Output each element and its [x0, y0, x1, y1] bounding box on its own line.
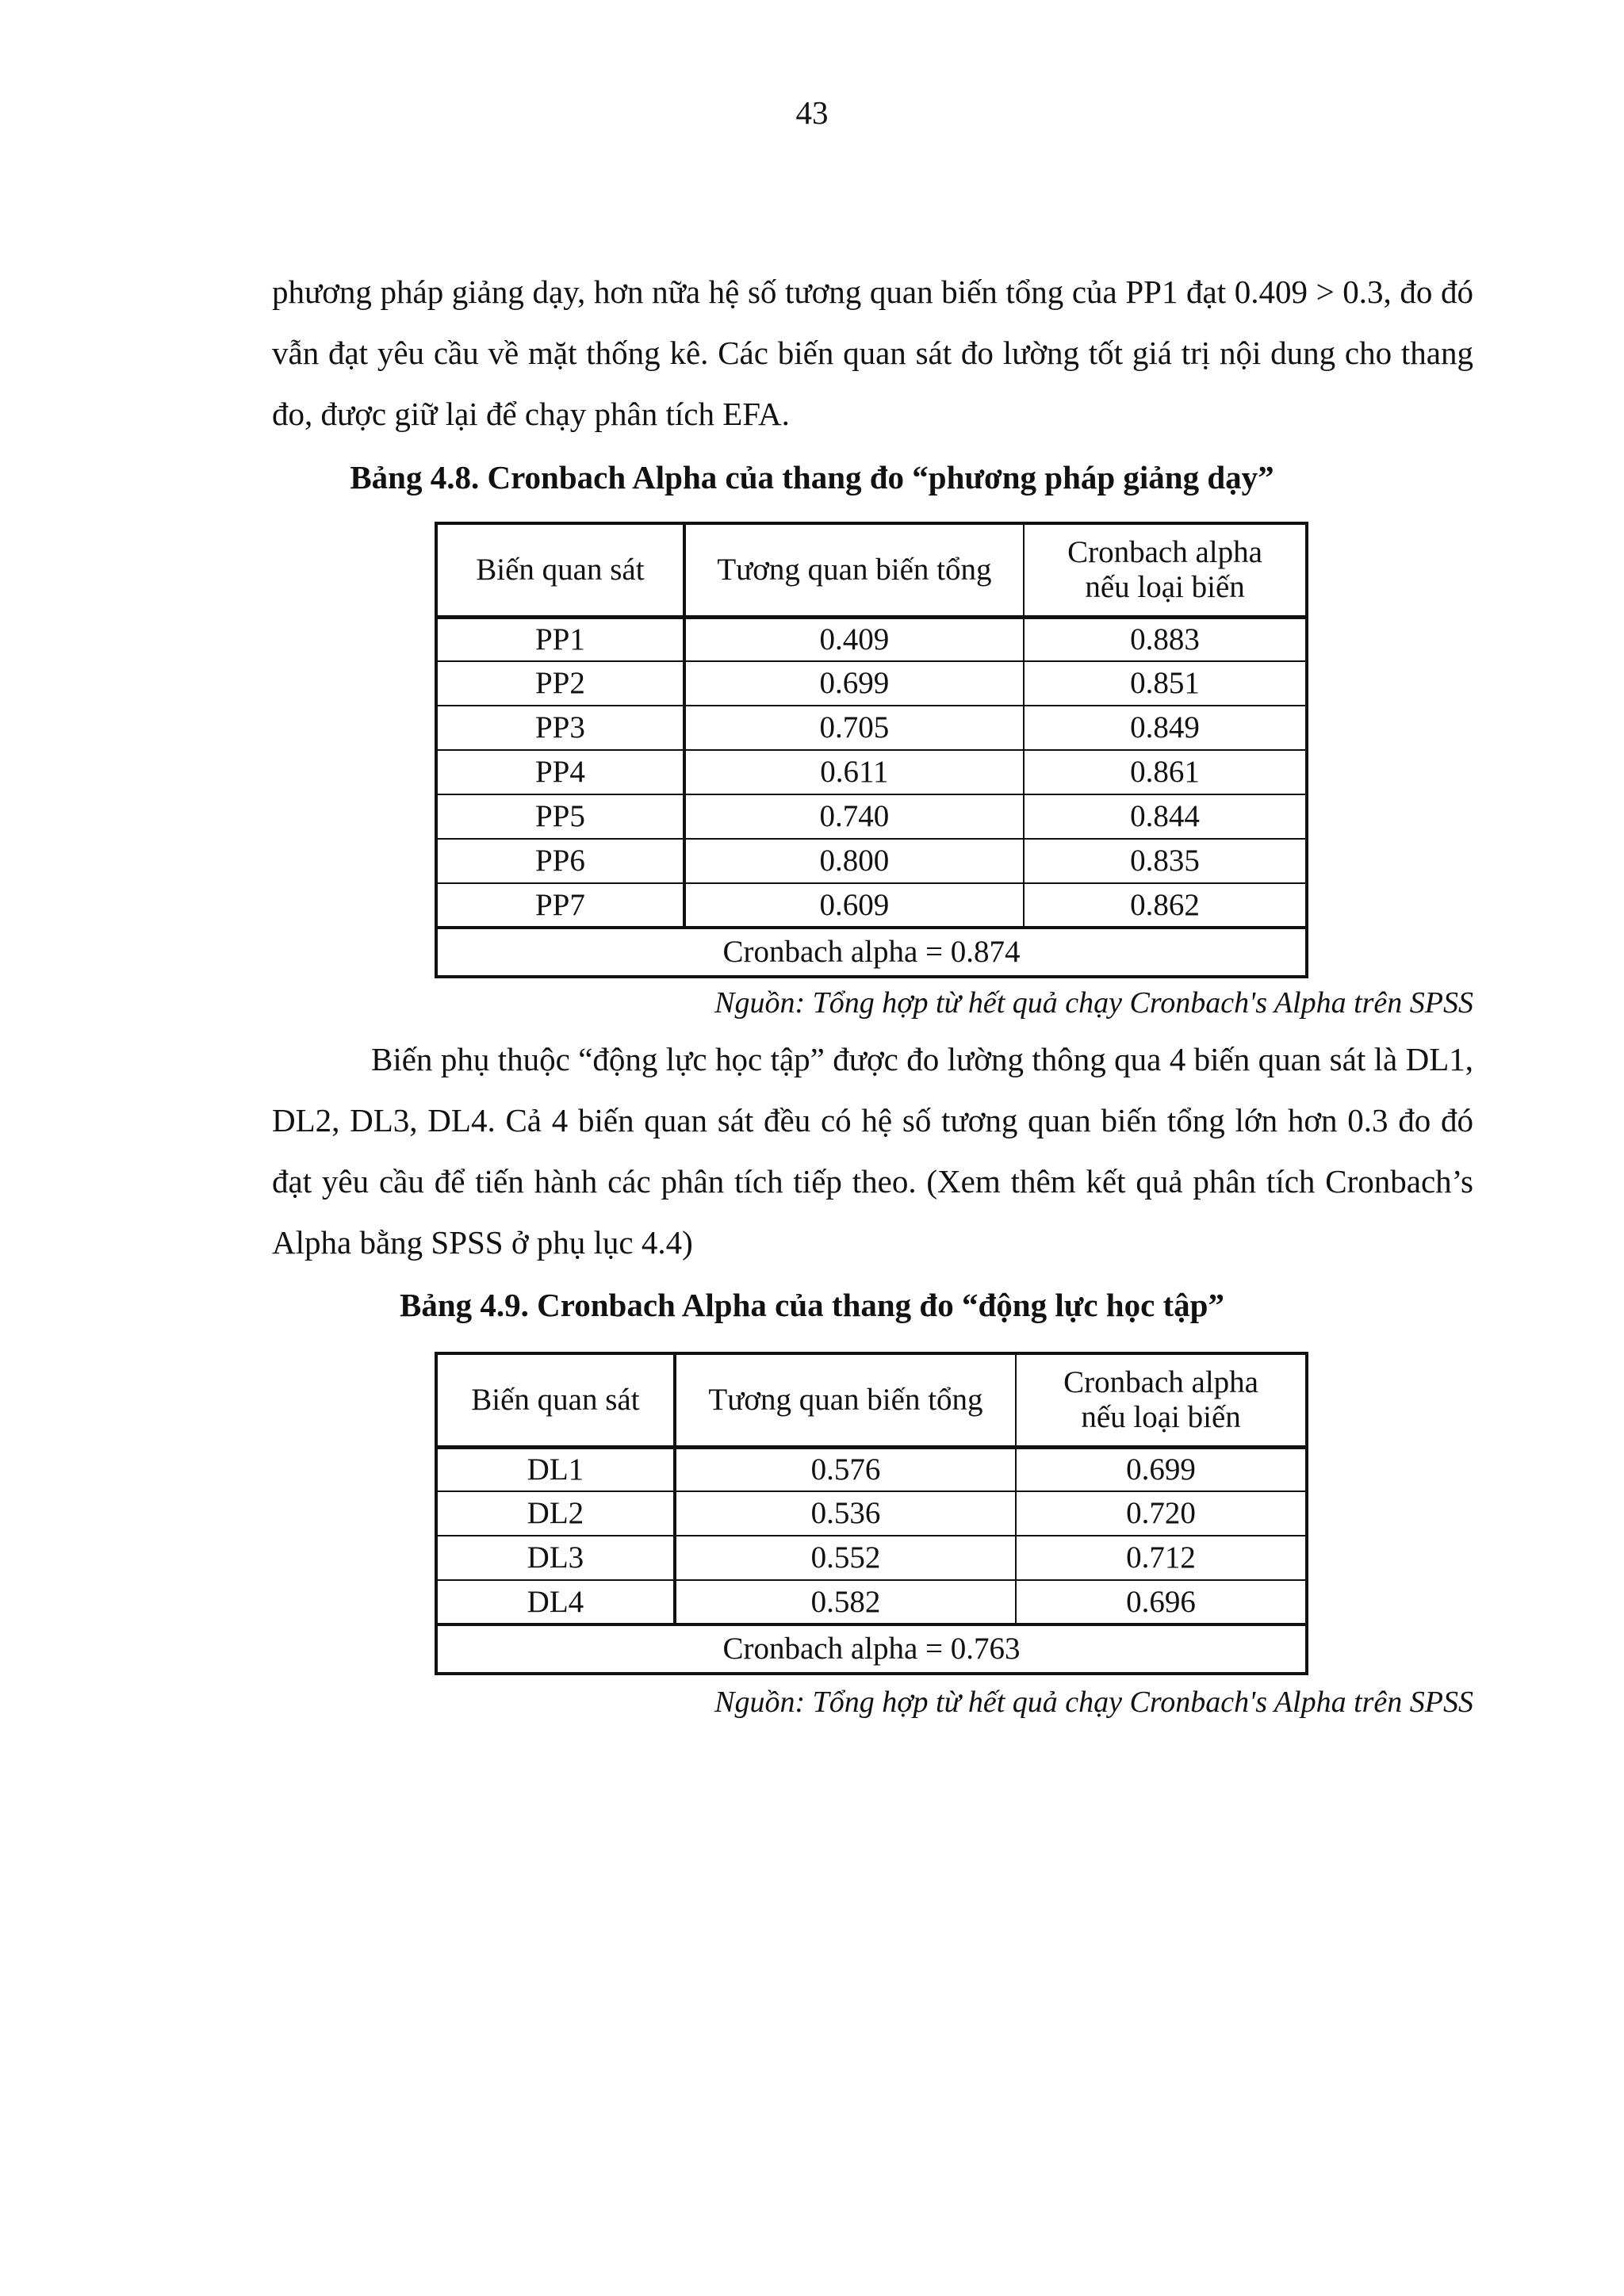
table1-cell-alpha: 0.883 [1024, 617, 1307, 661]
table2-total-row [436, 1624, 1307, 1674]
table2-header-alpha [1016, 1353, 1307, 1447]
table1-total: Cronbach alpha = 0.874 [436, 928, 1307, 977]
table1-cell-alpha: 0.835 [1024, 839, 1307, 883]
table1-cell-alpha: 0.851 [1024, 661, 1307, 706]
table1-cell-correlation: 0.409 [684, 617, 1024, 661]
table2-header-correlation: Tương quan biến tổng [675, 1353, 1016, 1447]
table-row [436, 750, 1307, 794]
table2-cell-correlation: 0.576 [675, 1447, 1016, 1491]
paragraph-dependent-variable: Biến phụ thuộc “động lực học tập” được đo lường thông qua 4 biến quan sát là DL1, DL2, DL3, DL4. Cả 4 biến quan sát đều có hệ số tương quan biến tổng lớn hơn 0.3 đo đó đạt yêu cầu để tiến hành các phân tích tiếp theo. (Xem thêm kết quả phân tích Cronbach’s Alpha bằng SPSS ở phụ lục 4.4) [272, 1041, 1473, 1261]
table1-cell-variable: PP3 [436, 706, 684, 750]
table1-cell-variable: PP2 [436, 661, 684, 706]
table-row [436, 883, 1307, 928]
table2-cell-variable: DL1 [436, 1447, 675, 1491]
table1-cell-correlation: 0.705 [684, 706, 1024, 750]
table2-cell-alpha: 0.696 [1016, 1580, 1307, 1624]
table1-cell-variable: PP1 [436, 617, 684, 661]
table1-cell-alpha: 0.861 [1024, 750, 1307, 794]
table2-cell-variable: DL4 [436, 1580, 675, 1624]
table2-cell-correlation: 0.552 [675, 1536, 1016, 1580]
table1-cell-alpha: 0.849 [1024, 706, 1307, 750]
table2-cell-alpha: 0.699 [1016, 1447, 1307, 1491]
page-number: 43 [795, 94, 829, 131]
table-row [436, 617, 1307, 661]
table1-cell-correlation: 0.800 [684, 839, 1024, 883]
table1-cell-alpha: 0.844 [1024, 794, 1307, 839]
table2-cell-variable: DL2 [436, 1491, 675, 1536]
table1-cell-variable: PP6 [436, 839, 684, 883]
table1-cell-variable: PP7 [436, 883, 684, 928]
table2-header-variable: Biến quan sát [436, 1353, 675, 1447]
table2-cell-variable: DL3 [436, 1536, 675, 1580]
table1-cell-correlation: 0.740 [684, 794, 1024, 839]
table1-cell-variable: PP5 [436, 794, 684, 839]
table-row [436, 661, 1307, 706]
table2-cell-alpha: 0.712 [1016, 1536, 1307, 1580]
table1-caption: Bảng 4.8. Cronbach Alpha của thang đo “phương pháp giảng dạy” [350, 459, 1274, 496]
table2 [435, 1352, 1308, 1675]
table1-source: Nguồn: Tổng hợp từ hết quả chạy Cronbach's Alpha trên SPSS [714, 986, 1473, 1020]
table-row [436, 1447, 1307, 1491]
paragraph-intro: phương pháp giảng dạy, hơn nữa hệ số tương quan biến tổng của PP1 đạt 0.409 > 0.3, đo đó vẫn đạt yêu cầu về mặt thống kê. Các biến quan sát đo lường tốt giá trị nội dung cho thang đo, được giữ lại để chạy phân tích EFA. [272, 274, 1473, 432]
table1-header-alpha [1024, 523, 1307, 617]
table1-cell-correlation: 0.609 [684, 883, 1024, 928]
table-row [436, 706, 1307, 750]
table1-total-row [436, 928, 1307, 977]
table1-header-correlation: Tương quan biến tổng [684, 523, 1024, 617]
table2-total: Cronbach alpha = 0.763 [436, 1624, 1307, 1674]
table-row [436, 794, 1307, 839]
table1 [435, 522, 1308, 978]
table2-cell-alpha: 0.720 [1016, 1491, 1307, 1536]
table1-cell-alpha: 0.862 [1024, 883, 1307, 928]
table2-header-alpha-line2: nếu loại biến [1081, 1399, 1241, 1434]
table2-cell-correlation: 0.582 [675, 1580, 1016, 1624]
table-row [436, 1580, 1307, 1624]
table2-header-alpha-line1: Cronbach alpha [1063, 1364, 1258, 1399]
table-row [436, 1491, 1307, 1536]
table1-header-alpha-line1: Cronbach alpha [1067, 534, 1262, 569]
table2-source: Nguồn: Tổng hợp từ hết quả chạy Cronbach's Alpha trên SPSS [714, 1686, 1473, 1719]
table1-header-variable: Biến quan sát [436, 523, 684, 617]
table2-cell-correlation: 0.536 [675, 1491, 1016, 1536]
table1-header-alpha-line2: nếu loại biến [1085, 569, 1245, 604]
table1-cell-correlation: 0.699 [684, 661, 1024, 706]
table-row [436, 1536, 1307, 1580]
table2-caption: Bảng 4.9. Cronbach Alpha của thang đo “động lực học tập” [400, 1287, 1224, 1323]
table1-cell-variable: PP4 [436, 750, 684, 794]
table-row [436, 839, 1307, 883]
table1-cell-correlation: 0.611 [684, 750, 1024, 794]
